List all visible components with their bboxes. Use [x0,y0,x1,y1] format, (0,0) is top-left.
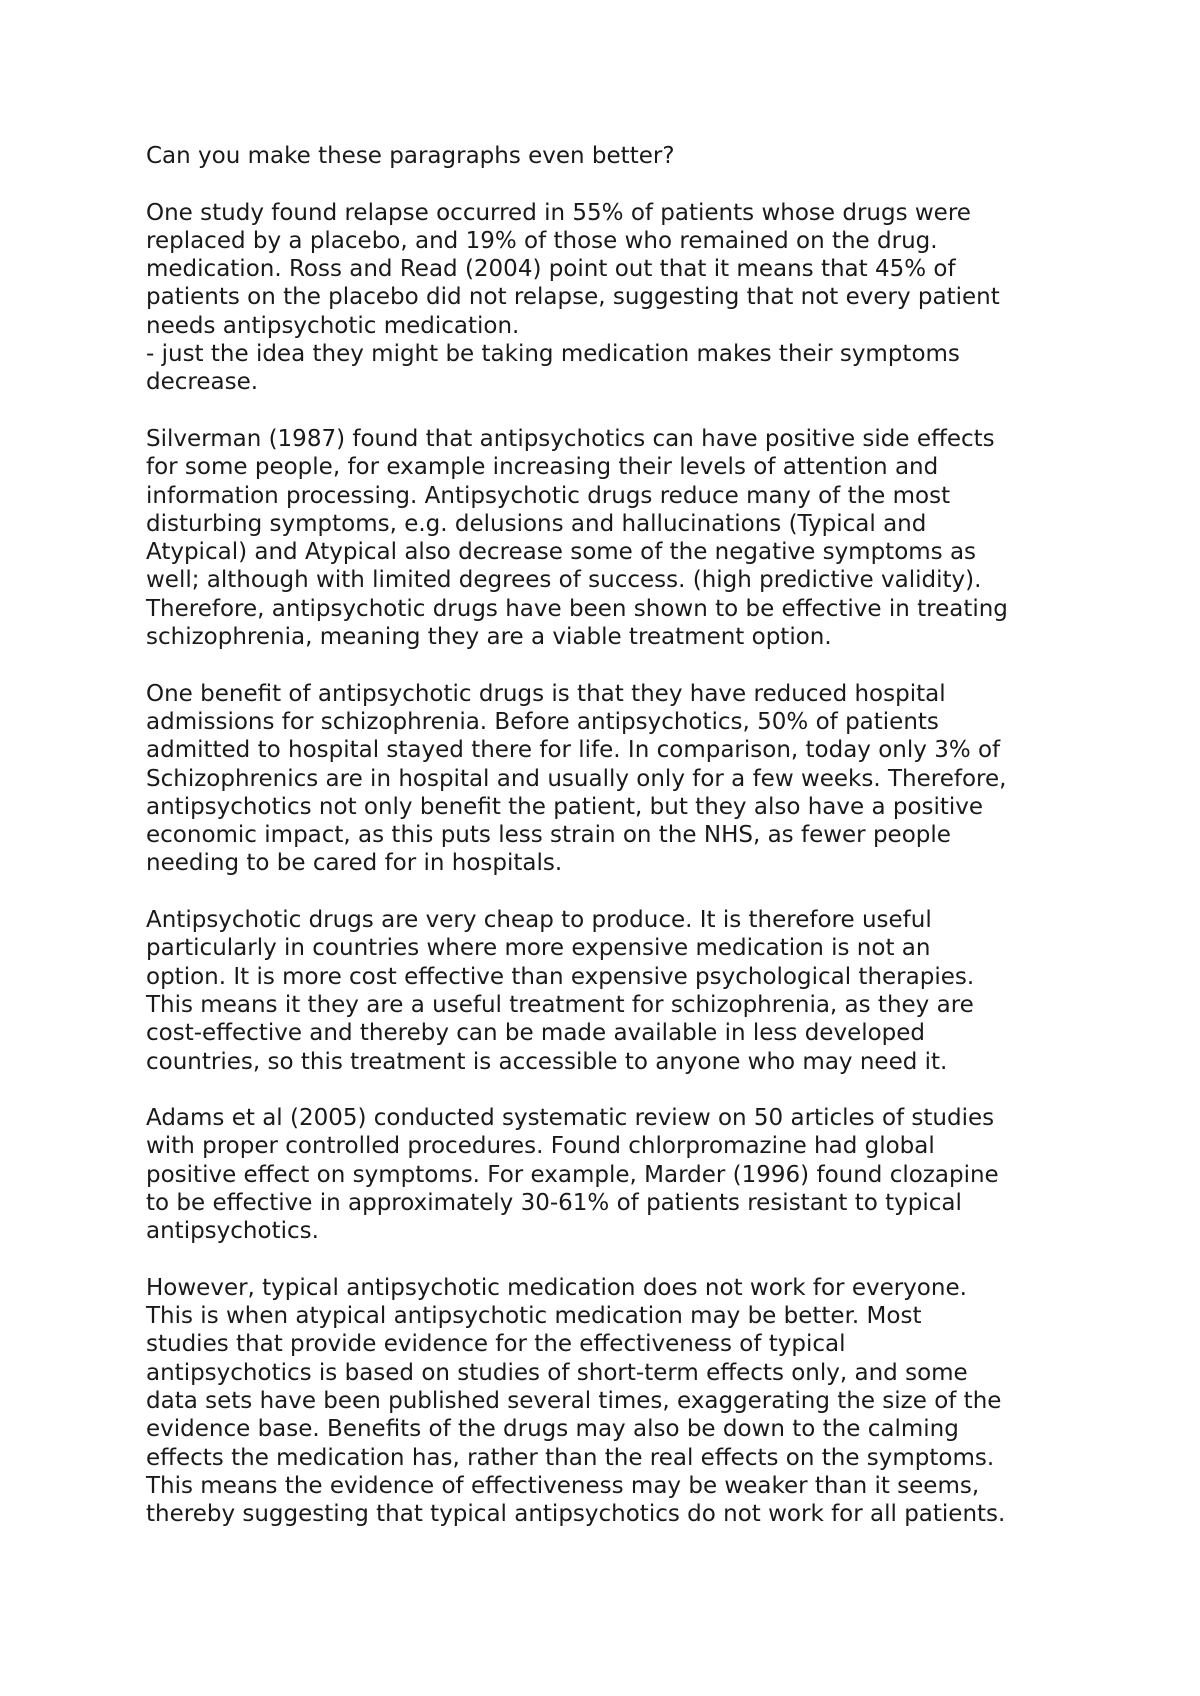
text-line: thereby suggesting that typical antipsychotics do not work for all patients. [146,1501,1006,1528]
text-line: option. It is more cost effective than expensive psychological therapies. [146,963,975,990]
paragraph-cost [146,906,1146,1076]
text-line: effects the medication has, rather than the real effects on the symptoms. [146,1444,995,1471]
text-line: decrease. [146,369,259,396]
text-line: countries, so this treatment is accessible to anyone who may need it. [146,1048,948,1075]
text-line: data sets have been published several times, exaggerating the size of the [146,1388,1002,1415]
text-line: particularly in countries where more expensive medication is not an [146,935,931,962]
text-line: disturbing symptoms, e.g. delusions and hallucinations (Typical and [146,510,927,537]
text-line: economic impact, as this puts less strain on the NHS, as fewer people [146,822,951,849]
text-line: Adams et al (2005) conducted systematic review on 50 articles of studies [146,1105,995,1132]
text-line: Therefore, antipsychotic drugs have been shown to be effective in treating [146,595,1008,622]
text-line: studies that provide evidence for the effectiveness of typical [146,1331,846,1358]
text-line: antipsychotics not only benefit the patient, but they also have a positive [146,793,984,820]
paragraph-placebo-study [146,199,1146,397]
text-line: well; although with limited degrees of success. (high predictive validity). [146,567,982,594]
text-line: Atypical) and Atypical also decrease some of the negative symptoms as [146,539,977,566]
paragraph-adams-review [146,1104,1146,1245]
text-line: for some people, for example increasing their levels of attention and [146,454,939,481]
text-line: - just the idea they might be taking medication makes their symptoms [146,341,960,368]
text-line: One benefit of antipsychotic drugs is that they have reduced hospital [146,680,946,707]
text-line: with proper controlled procedures. Found chlorpromazine had global [146,1133,935,1160]
text-line: medication. Ross and Read (2004) point out that it means that 45% of [146,256,956,283]
text-line: Silverman (1987) found that antipsychotics can have positive side effects [146,425,995,452]
text-line: One study found relapse occurred in 55% of patients whose drugs were [146,199,971,226]
text-line: replaced by a placebo, and 19% of those who remained on the drug. [146,227,938,254]
text-line: evidence base. Benefits of the drugs may also be down to the calming [146,1416,959,1443]
text-line: to be effective in approximately 30-61% of patients resistant to typical [146,1189,962,1216]
text-line: schizophrenia, meaning they are a viable treatment option. [146,624,832,651]
text-line: needs antipsychotic medication. [146,312,520,339]
text-line: admitted to hospital stayed there for life. In comparison, today only 3% of [146,737,1001,764]
text-line: positive effect on symptoms. For example, Marder (1996) found clozapine [146,1161,999,1188]
paragraph-silverman [146,425,1146,651]
text-line: cost-effective and thereby can be made available in less developed [146,1020,926,1047]
text-line: Schizophrenics are in hospital and usually only for a few weeks. Therefore, [146,765,1007,792]
paragraph-limitations [146,1274,1146,1529]
text-line: This means it they are a useful treatment for schizophrenia, as they are [146,991,974,1018]
text-line: antipsychotics. [146,1218,319,1245]
text-line: needing to be cared for in hospitals. [146,850,563,877]
text-line: patients on the placebo did not relapse, suggesting that not every patient [146,284,1000,311]
text-line: However, typical antipsychotic medication does not work for everyone. [146,1274,967,1301]
text-line: antipsychotics is based on studies of short-term effects only, and some [146,1359,968,1386]
text-line: This means the evidence of effectiveness may be weaker than it seems, [146,1472,980,1499]
text-line: Antipsychotic drugs are very cheap to produce. It is therefore useful [146,907,932,934]
text-line: information processing. Antipsychotic drugs reduce many of the most [146,482,951,509]
document-page [146,142,1146,1557]
text-line: This is when atypical antipsychotic medication may be better. Most [146,1303,922,1330]
paragraph-prompt [146,142,1146,170]
paragraph-hospital-admissions [146,680,1146,878]
text-line: Can you make these paragraphs even better? [146,143,675,169]
text-line: admissions for schizophrenia. Before antipsychotics, 50% of patients [146,708,939,735]
